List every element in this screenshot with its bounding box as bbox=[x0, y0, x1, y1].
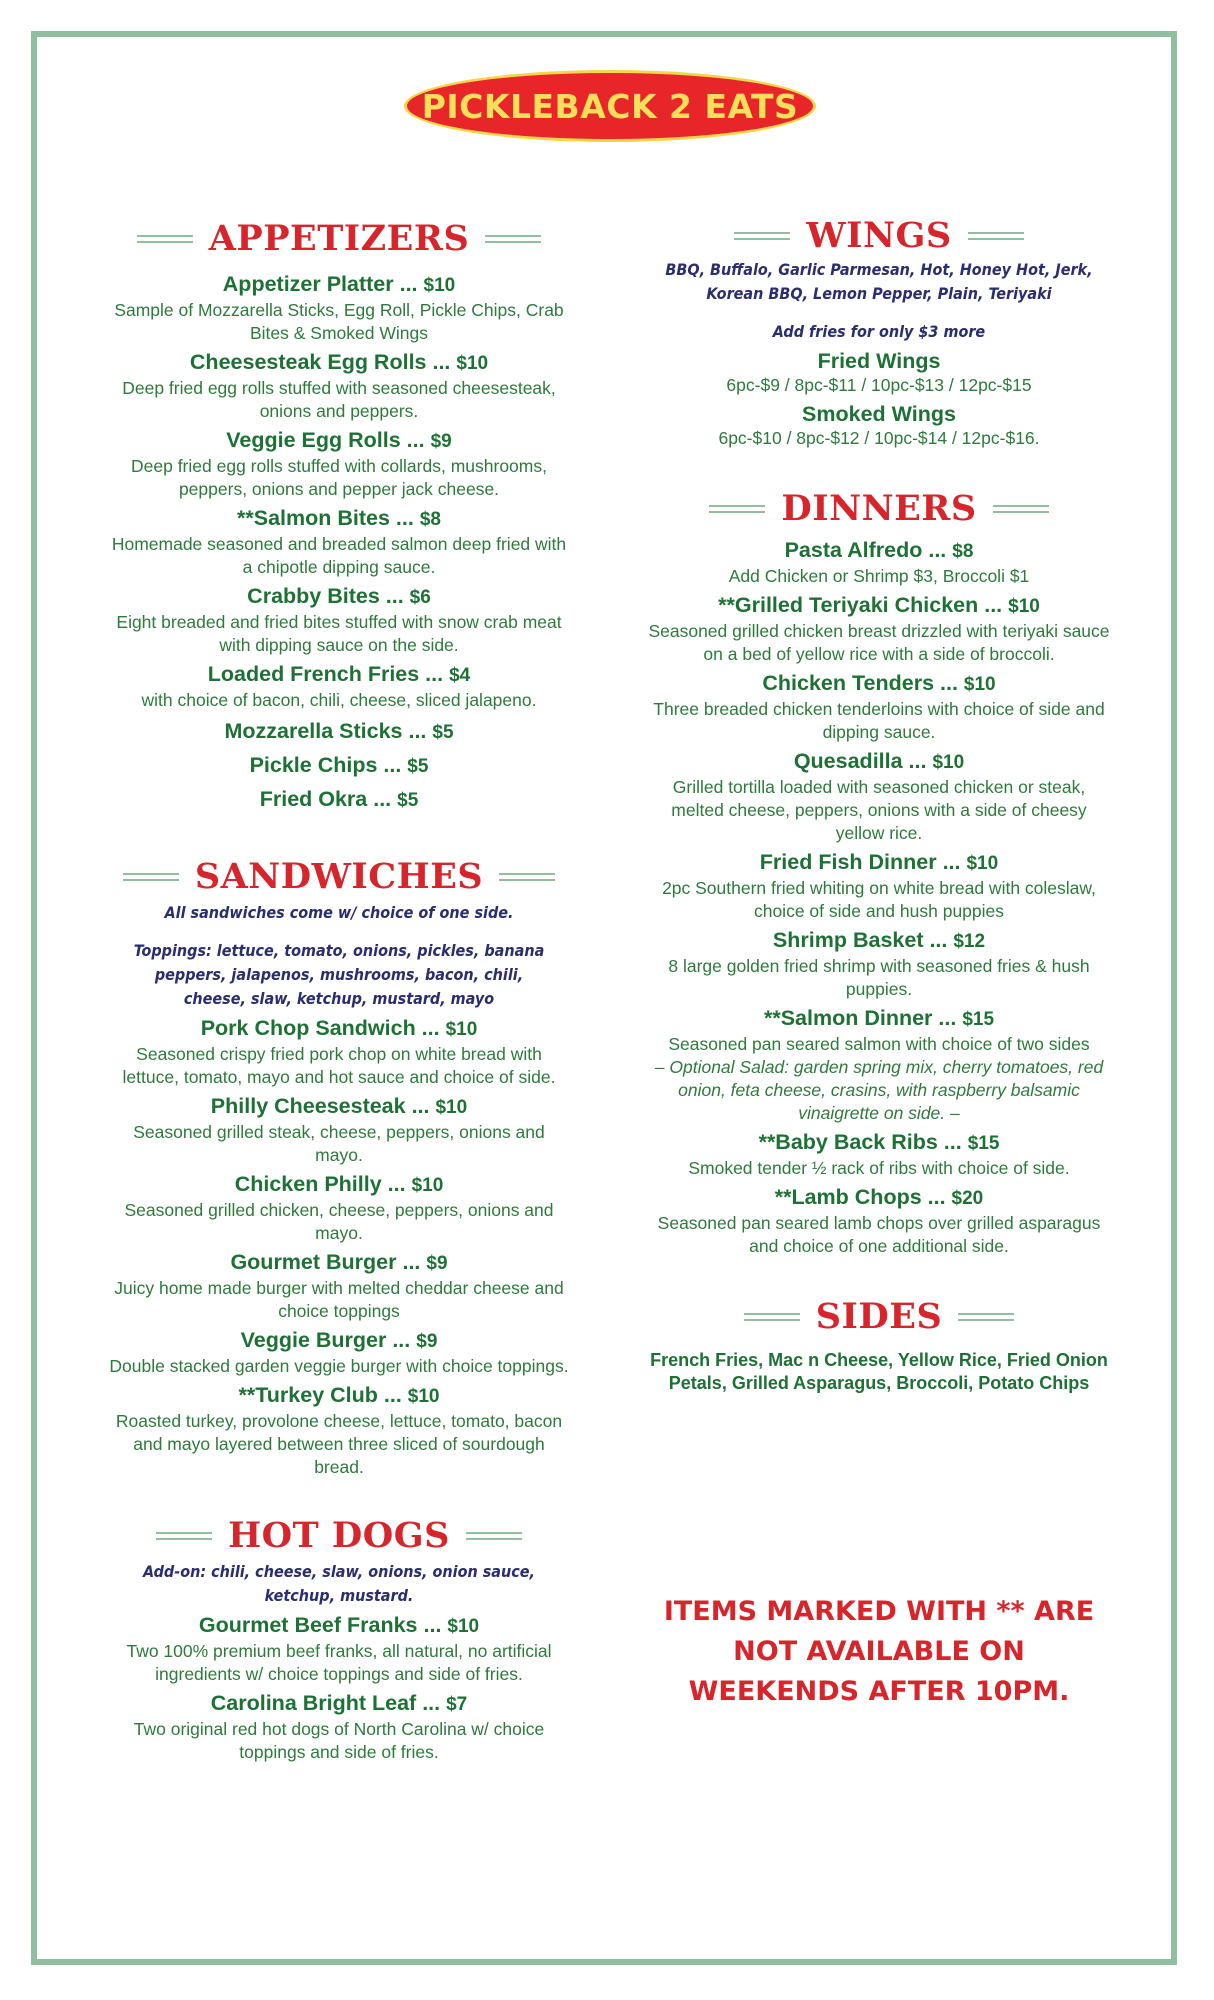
item-title: Chicken Tenders ... $10 bbox=[762, 671, 996, 695]
left-column bbox=[108, 218, 570, 1764]
item-title: Chicken Philly ... $10 bbox=[234, 1172, 444, 1196]
fries-addon-note: Add fries for only $3 more bbox=[772, 322, 986, 341]
heading-rule bbox=[485, 235, 541, 243]
item-title: Fried Fish Dinner ... $10 bbox=[759, 850, 999, 874]
sides-list: French Fries, Mac n Cheese, Yellow Rice, Fried Onion Petals, Grilled Asparagus, Broccoli, Potato Chips bbox=[650, 1350, 1108, 1393]
item-title: Veggie Burger ... $9 bbox=[240, 1328, 438, 1352]
item-title: Loaded French Fries ... $4 bbox=[207, 662, 471, 686]
menu-item bbox=[108, 752, 570, 780]
item-title: Veggie Egg Rolls ... $9 bbox=[226, 428, 452, 452]
item-title: Quesadilla ... $10 bbox=[793, 749, 965, 773]
item-price: $10 bbox=[963, 674, 996, 695]
item-title: **Turkey Club ... $10 bbox=[238, 1383, 440, 1407]
menu-item bbox=[108, 349, 570, 423]
sandwiches-heading bbox=[108, 856, 570, 897]
menu-item bbox=[108, 1015, 570, 1089]
item-description: Add Chicken or Shrimp $3, Broccoli $1 bbox=[728, 566, 1030, 586]
item-title: Smoked Wings bbox=[802, 402, 956, 426]
item-description: Deep fried egg rolls stuffed with seasoned cheesesteak, onions and peppers. bbox=[122, 378, 556, 421]
menu-item bbox=[648, 670, 1110, 744]
appetizers-heading bbox=[108, 218, 570, 259]
menu-item bbox=[648, 849, 1110, 923]
item-price: $15 bbox=[967, 1133, 1000, 1154]
item-price: $10 bbox=[1008, 596, 1040, 617]
item-price: $15 bbox=[962, 1009, 995, 1030]
item-description: Sample of Mozzarella Sticks, Egg Roll, Pickle Chips, Crab Bites & Smoked Wings bbox=[114, 300, 564, 343]
section-title: APPETIZERS bbox=[208, 218, 470, 259]
item-price: $10 bbox=[445, 1019, 478, 1040]
menu-item bbox=[648, 927, 1110, 1001]
item-price: $10 bbox=[447, 1616, 480, 1637]
item-title: Pork Chop Sandwich ... $10 bbox=[200, 1016, 478, 1040]
item-price: $10 bbox=[423, 275, 456, 296]
item-price: $4 bbox=[449, 665, 471, 686]
heading-rule bbox=[156, 1532, 212, 1540]
heading-rule bbox=[123, 873, 179, 881]
menu-item bbox=[108, 1093, 570, 1167]
item-price: $10 bbox=[407, 1386, 440, 1407]
item-price: $5 bbox=[397, 790, 419, 811]
item-price: $10 bbox=[411, 1175, 444, 1196]
item-description: Juicy home made burger with melted cheddar cheese and choice toppings bbox=[114, 1278, 564, 1321]
menu-item bbox=[108, 718, 570, 746]
item-title: **Salmon Bites ... $8 bbox=[237, 506, 441, 530]
item-title: Appetizer Platter ... $10 bbox=[222, 272, 456, 296]
item-description: Seasoned grilled chicken breast drizzled with teriyaki sauce on a bed of yellow rice with a side of broccoli. bbox=[648, 621, 1110, 664]
item-price: $5 bbox=[407, 756, 429, 777]
item-price: $20 bbox=[951, 1188, 984, 1209]
hotdog-addon-note: Add-on: chili, cheese, slaw, onions, onion sauce, ketchup, mustard. bbox=[142, 1562, 536, 1605]
heading-rule bbox=[968, 232, 1024, 240]
item-title: Carolina Bright Leaf ... $7 bbox=[210, 1691, 468, 1715]
item-description: Seasoned grilled chicken, cheese, peppers, onions and mayo. bbox=[124, 1200, 554, 1243]
item-description: Grilled tortilla loaded with seasoned chicken or steak, melted cheese, peppers, onions with a side of cheesy yellow rice. bbox=[671, 777, 1087, 843]
item-title: Philly Cheesesteak ... $10 bbox=[210, 1094, 468, 1118]
heading-rule bbox=[709, 505, 765, 513]
item-price: $5 bbox=[432, 722, 454, 743]
heading-rule bbox=[466, 1532, 522, 1540]
menu-item bbox=[108, 1327, 570, 1378]
restaurant-logo bbox=[404, 70, 816, 142]
item-description: Two original red hot dogs of North Carolina w/ choice toppings and side of fries. bbox=[133, 1719, 545, 1762]
item-description: 8 large golden fried shrimp with seasoned fries & hush puppies. bbox=[668, 956, 1090, 999]
heading-rule bbox=[499, 873, 555, 881]
section-title: HOT DOGS bbox=[228, 1515, 450, 1556]
appetizers-list bbox=[108, 271, 570, 814]
sandwich-side-note: All sandwiches come w/ choice of one side. bbox=[164, 903, 514, 922]
menu-item bbox=[648, 1005, 1110, 1125]
item-price: $7 bbox=[446, 1694, 468, 1715]
wings-list bbox=[648, 348, 1110, 450]
item-price: $6 bbox=[409, 587, 431, 608]
item-description: 2pc Southern fried whiting on white bread with coleslaw, choice of side and hush puppies bbox=[662, 878, 1096, 921]
item-title: Gourmet Beef Franks ... $10 bbox=[198, 1613, 480, 1637]
item-price: $10 bbox=[932, 752, 965, 773]
item-title: Pasta Alfredo ... $8 bbox=[784, 538, 974, 562]
item-title: Pickle Chips ... $5 bbox=[249, 753, 429, 777]
hotdogs-heading bbox=[108, 1515, 570, 1556]
sides-heading bbox=[648, 1296, 1110, 1337]
menu-item bbox=[108, 583, 570, 657]
item-price: $9 bbox=[416, 1331, 438, 1352]
dinners-heading bbox=[648, 488, 1110, 529]
item-title: Fried Wings bbox=[817, 349, 941, 373]
item-title: Shrimp Basket ... $12 bbox=[772, 928, 986, 952]
heading-rule bbox=[137, 235, 193, 243]
item-description: Seasoned pan seared salmon with choice of two sides bbox=[668, 1034, 1090, 1054]
item-description: Deep fried egg rolls stuffed with collards, mushrooms, peppers, onions and pepper jack cheese. bbox=[131, 456, 547, 499]
optional-salad-note: – Optional Salad: garden spring mix, cherry tomatoes, red onion, feta cheese, crasins, with raspberry balsamic vinaigrette on side. – bbox=[654, 1057, 1104, 1123]
item-title: Crabby Bites ... $6 bbox=[247, 584, 431, 608]
menu-item bbox=[108, 1612, 570, 1686]
menu-item bbox=[108, 427, 570, 501]
item-price: $10 bbox=[435, 1097, 468, 1118]
item-price: $9 bbox=[430, 431, 452, 452]
item-description: Double stacked garden veggie burger with choice toppings. bbox=[109, 1356, 569, 1376]
heading-rule bbox=[734, 232, 790, 240]
item-price: $8 bbox=[419, 509, 441, 530]
item-price: $10 bbox=[456, 353, 489, 374]
menu-item bbox=[108, 661, 570, 712]
item-description: Homemade seasoned and breaded salmon deep fried with a chipotle dipping sauce. bbox=[111, 534, 567, 577]
heading-rule bbox=[958, 1313, 1014, 1321]
menu-item bbox=[108, 271, 570, 345]
item-title: Cheesesteak Egg Rolls ... $10 bbox=[189, 350, 489, 374]
wing-flavors: BBQ, Buffalo, Garlic Parmesan, Hot, Honey Hot, Jerk, Korean BBQ, Lemon Pepper, Plain, Teriyaki bbox=[665, 260, 1093, 303]
dinners-list bbox=[648, 537, 1110, 1258]
item-description: 6pc-$9 / 8pc-$11 / 10pc-$13 / 12pc-$15 bbox=[726, 375, 1032, 395]
item-description: Roasted turkey, provolone cheese, lettuce, tomato, bacon and mayo layered between three sliced of sourdough bread. bbox=[115, 1411, 563, 1477]
menu-item bbox=[108, 1382, 570, 1479]
item-title: **Grilled Teriyaki Chicken ... $10 bbox=[718, 593, 1040, 617]
menu-item bbox=[648, 348, 1110, 397]
item-description: Eight breaded and fried bites stuffed with snow crab meat with dipping sauce on the side. bbox=[116, 612, 562, 655]
menu-item bbox=[108, 1249, 570, 1323]
heading-rule bbox=[993, 505, 1049, 513]
item-title: Gourmet Burger ... $9 bbox=[230, 1250, 448, 1274]
item-title: Fried Okra ... $5 bbox=[259, 787, 419, 811]
menu-item bbox=[648, 592, 1110, 666]
menu-item bbox=[648, 401, 1110, 450]
wings-heading bbox=[648, 215, 1110, 256]
section-title: SIDES bbox=[815, 1296, 943, 1337]
menu-item bbox=[108, 1171, 570, 1245]
section-title: WINGS bbox=[806, 215, 952, 256]
menu-item bbox=[108, 1690, 570, 1764]
item-price: $12 bbox=[953, 931, 986, 952]
item-description: 6pc-$10 / 8pc-$12 / 10pc-$14 / 12pc-$16. bbox=[718, 428, 1040, 448]
item-price: $10 bbox=[966, 853, 999, 874]
item-description: with choice of bacon, chili, cheese, sliced jalapeno. bbox=[141, 690, 537, 710]
menu-item bbox=[648, 1184, 1110, 1258]
weekend-availability-warning: ITEMS MARKED WITH ** ARE NOT AVAILABLE ON WEEKENDS AFTER 10PM. bbox=[663, 1596, 1095, 1707]
section-title: DINNERS bbox=[781, 488, 977, 529]
item-description: Seasoned grilled steak, cheese, peppers, onions and mayo. bbox=[133, 1122, 545, 1165]
item-description: Seasoned pan seared lamb chops over grilled asparagus and choice of one additional side. bbox=[657, 1213, 1101, 1256]
hotdogs-list bbox=[108, 1612, 570, 1764]
section-title: SANDWICHES bbox=[194, 856, 484, 897]
menu-item bbox=[108, 786, 570, 814]
right-column bbox=[648, 215, 1110, 1395]
menu-item bbox=[648, 1129, 1110, 1180]
item-title: **Baby Back Ribs ... $15 bbox=[758, 1130, 1000, 1154]
menu-item bbox=[108, 505, 570, 579]
item-description: Smoked tender ½ rack of ribs with choice of side. bbox=[688, 1158, 1070, 1178]
menu-item bbox=[648, 537, 1110, 588]
item-price: $9 bbox=[426, 1253, 448, 1274]
item-description: Two 100% premium beef franks, all natural, no artificial ingredients w/ choice toppings and side of fries. bbox=[126, 1641, 552, 1684]
item-title: **Salmon Dinner ... $15 bbox=[763, 1006, 995, 1030]
item-title: **Lamb Chops ... $20 bbox=[774, 1185, 984, 1209]
item-title: Mozzarella Sticks ... $5 bbox=[224, 719, 454, 743]
logo-text: PICKLEBACK 2 EATS bbox=[421, 86, 799, 126]
menu-item bbox=[648, 748, 1110, 845]
item-description: Three breaded chicken tenderloins with choice of side and dipping sauce. bbox=[653, 699, 1105, 742]
heading-rule bbox=[744, 1313, 800, 1321]
sandwich-toppings-note: Toppings: lettuce, tomato, onions, pickles, banana peppers, jalapenos, mushrooms, bacon, chili, cheese, slaw, ketchup, mustard, mayo bbox=[133, 941, 545, 1008]
item-description: Seasoned crispy fried pork chop on white bread with lettuce, tomato, mayo and hot sauce and choice of side. bbox=[122, 1044, 556, 1087]
sandwiches-list bbox=[108, 1015, 570, 1479]
item-price: $8 bbox=[952, 541, 974, 562]
